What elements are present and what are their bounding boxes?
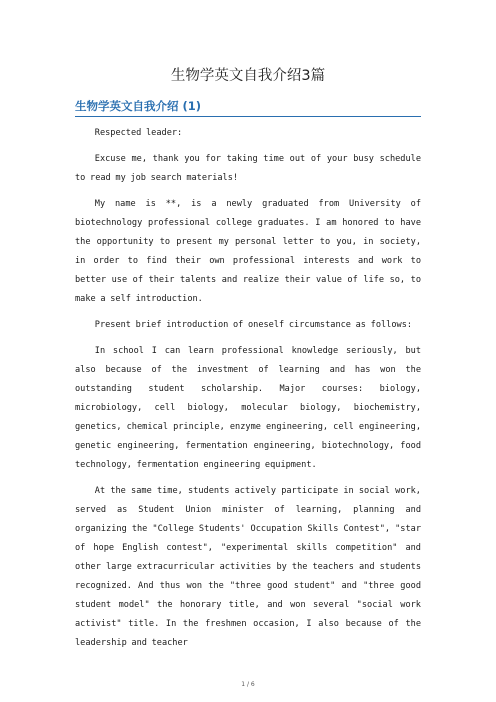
paragraph-salutation: Respected leader: [94,128,183,138]
paragraph-thanks: Excuse me, thank you for taking time out of your busy schedule to read my job search materials! [75,154,421,183]
document-body [75,124,421,660]
page-number: 1 / 6 [241,681,255,688]
paragraph-activities: At the same time, students actively participate in social work, served as Student Union minister of learning, planning and organizing the "College Students' Occupation Skills Contest", "star of hope English contest", "experimental skills competition" and other large extracurricular activities by the teachers and students recognized. And thus won the "three good student" and "three good student model" the honorary title, and won several "social work activist" title. In the freshmen occasion, I also because of the leadership and teacher [75,486,421,648]
document-title: 生物学英文自我介绍3篇 [170,68,326,84]
section-heading: 生物学英文自我介绍 (1) [75,98,421,117]
paragraph-introduction: My name is **, is a newly graduated from University of biotechnology professional college graduates. I am honored to have the opportunity to present my personal letter to you, in society, in order to find their own professional interests and work to better use of their talents and realize their value of life so, to make a self introduction. [75,199,421,304]
paragraph-brief: Present brief introduction of oneself circumstance as follows: [94,320,413,330]
paragraph-study: In school I can learn professional knowledge seriously, but also because of the investment of learning and has won the outstanding student scholarship. Major courses: biology, microbiology, cell biology, molecular biology, biochemistry, genetics, chemical principle, enzyme engineering, cell engineering, genetic engineering, fermentation engineering, biotechnology, food technology, fermentation engineering equipment. [75,346,421,470]
